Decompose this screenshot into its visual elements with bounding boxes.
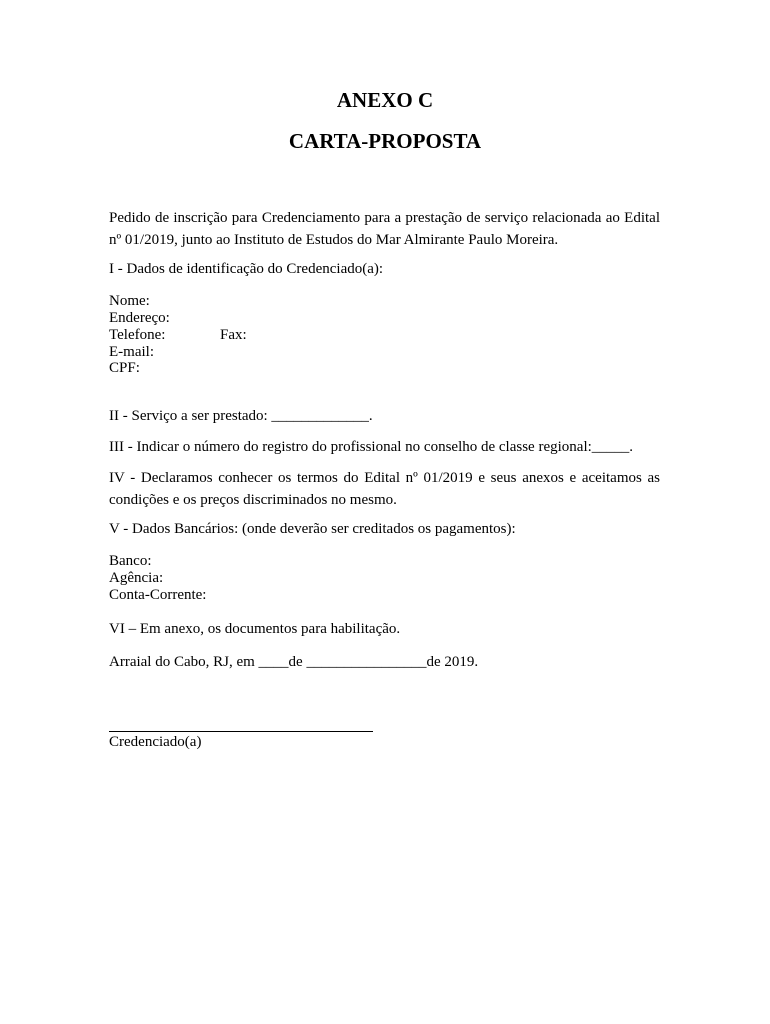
- field-email-label: E-mail:: [109, 344, 154, 360]
- date-line: Arraial do Cabo, RJ, em ____de ________________de 2019.: [109, 654, 479, 670]
- intro-paragraph: Pedido de inscrição para Credenciamento para a prestação de serviço relacionada ao Edital nº 01/2019, junto ao Instituto de Estudos do Mar Almirante Paulo Moreira.: [109, 210, 660, 248]
- section-1-heading: I - Dados de identificação do Credenciado(a):: [109, 261, 384, 277]
- signature-label: Credenciado(a): [109, 734, 202, 750]
- field-banco-label: Banco:: [109, 553, 152, 569]
- field-cpf-label: CPF:: [109, 360, 140, 376]
- section-4-declaration: IV - Declaramos conhecer os termos do Edital nº 01/2019 e seus anexos e aceitamos as condições e os preços discriminados no mesmo.: [109, 470, 660, 508]
- annex-heading: ANEXO C: [336, 88, 434, 112]
- field-conta-label: Conta-Corrente:: [109, 587, 207, 603]
- section-3-registration: III - Indicar o número do registro do profissional no conselho de classe regional:_____.: [109, 439, 634, 455]
- signature-line: [109, 731, 373, 732]
- section-2-service: II - Serviço a ser prestado: _____________.: [109, 408, 373, 424]
- field-endereco-label: Endereço:: [109, 310, 170, 326]
- field-telefone-label: Telefone:: [109, 327, 166, 343]
- field-nome-label: Nome:: [109, 293, 150, 309]
- document-title: CARTA-PROPOSTA: [288, 129, 482, 153]
- section-5-heading: V - Dados Bancários: (onde deverão ser creditados os pagamentos):: [109, 521, 516, 537]
- section-6-attachments: VI – Em anexo, os documentos para habilitação.: [109, 621, 401, 637]
- field-agencia-label: Agência:: [109, 570, 164, 586]
- field-fax-label: Fax:: [220, 327, 247, 343]
